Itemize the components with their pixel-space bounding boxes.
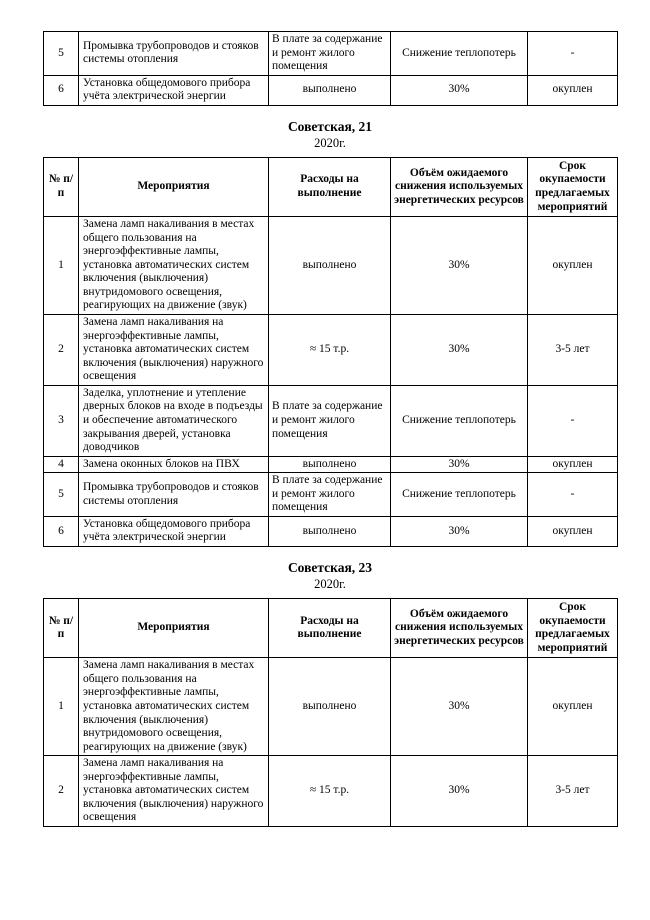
header-row — [44, 157, 618, 216]
col-header-measure: Мероприятия — [79, 157, 269, 216]
col-header-reduction: Объём ожидаемого снижения используемых энергетических ресурсов — [391, 599, 528, 658]
cell-cost: выполнено — [269, 217, 391, 315]
col-header-num: № п/п — [44, 599, 79, 658]
partial-table-prev-page — [43, 31, 618, 106]
col-header-num: № п/п — [44, 157, 79, 216]
col-header-cost: Расходы на выполнение — [269, 599, 391, 658]
cell-reduction: 30% — [391, 217, 528, 315]
cell-payback: 3-5 лет — [528, 756, 618, 827]
cell-measure: Замена ламп накаливания на энергоэффективные лампы, установка автоматических систем включения (выключения) наружного освещения — [79, 756, 269, 827]
cell-num: 2 — [44, 756, 79, 827]
cell-payback: 3-5 лет — [528, 315, 618, 386]
section-header — [43, 119, 617, 151]
cell-reduction: 30% — [391, 756, 528, 827]
cell-reduction: 30% — [391, 516, 528, 546]
cell-reduction: 30% — [391, 456, 528, 473]
table-row — [44, 756, 618, 827]
measures-table-sovetskaya-23 — [43, 598, 618, 827]
section-year: 2020г. — [314, 135, 346, 150]
table-row — [44, 315, 618, 386]
cell-payback: окуплен — [528, 217, 618, 315]
cell-measure: Замена оконных блоков на ПВХ — [79, 456, 269, 473]
measures-table-sovetskaya-21 — [43, 157, 618, 547]
section-header — [43, 560, 617, 592]
cell-measure: Промывка трубопроводов и стояков системы отопления — [79, 32, 269, 76]
cell-num: 4 — [44, 456, 79, 473]
cell-cost: В плате за содержание и ремонт жилого помещения — [269, 385, 391, 456]
table-row — [44, 385, 618, 456]
cell-reduction: Снижение теплопотерь — [391, 385, 528, 456]
cell-payback: окуплен — [528, 456, 618, 473]
section-title: Советская, 23 — [287, 560, 373, 575]
cell-cost: В плате за содержание и ремонт жилого помещения — [269, 32, 391, 76]
cell-payback: окуплен — [528, 516, 618, 546]
cell-measure: Замена ламп накаливания на энергоэффективные лампы, установка автоматических систем включения (выключения) наружного освещения — [79, 315, 269, 386]
cell-num: 1 — [44, 217, 79, 315]
table-row — [44, 658, 618, 756]
table-row — [44, 217, 618, 315]
cell-reduction: 30% — [391, 315, 528, 386]
cell-num: 6 — [44, 516, 79, 546]
cell-num: 1 — [44, 658, 79, 756]
cell-payback: - — [528, 385, 618, 456]
col-header-cost: Расходы на выполнение — [269, 157, 391, 216]
cell-num: 5 — [44, 32, 79, 76]
cell-measure: Установка общедомового прибора учёта электрической энергии — [79, 75, 269, 105]
cell-cost: ≈ 15 т.р. — [269, 315, 391, 386]
section-year: 2020г. — [314, 577, 346, 591]
cell-cost: ≈ 15 т.р. — [269, 756, 391, 827]
cell-reduction: 30% — [391, 75, 528, 105]
cell-cost: выполнено — [269, 75, 391, 105]
cell-reduction: Снижение теплопотерь — [391, 32, 528, 76]
cell-num: 6 — [44, 75, 79, 105]
col-header-measure: Мероприятия — [79, 599, 269, 658]
cell-num: 2 — [44, 315, 79, 386]
cell-measure: Замена ламп накаливания в местах общего пользования на энергоэффективные лампы, установка автоматических систем включения (выключения) внутридомового освещения, реагирующих на движение (звук) — [79, 217, 269, 315]
table-row — [44, 75, 618, 105]
cell-payback: окуплен — [528, 658, 618, 756]
col-header-payback: Срок окупаемости предлагаемых мероприятий — [528, 599, 618, 658]
cell-cost: В плате за содержание и ремонт жилого помещения — [269, 473, 391, 517]
section-title: Советская, 21 — [287, 118, 373, 134]
cell-reduction: 30% — [391, 658, 528, 756]
table-row — [44, 516, 618, 546]
cell-cost: выполнено — [269, 658, 391, 756]
cell-cost: выполнено — [269, 456, 391, 473]
cell-num: 5 — [44, 473, 79, 517]
cell-reduction: Снижение теплопотерь — [391, 473, 528, 517]
cell-measure: Промывка трубопроводов и стояков системы отопления — [79, 473, 269, 517]
col-header-payback: Срок окупаемости предлагаемых мероприятий — [528, 157, 618, 216]
cell-num: 3 — [44, 385, 79, 456]
cell-measure: Установка общедомового прибора учёта электрической энергии — [79, 516, 269, 546]
table-row — [44, 32, 618, 76]
cell-measure: Заделка, уплотнение и утепление дверных блоков на входе в подъезды и обеспечение автоматического закрывания дверей, установка доводчиков — [79, 385, 269, 456]
cell-payback: - — [528, 473, 618, 517]
cell-payback: окуплен — [528, 75, 618, 105]
cell-payback: - — [528, 32, 618, 76]
table-row — [44, 456, 618, 473]
table-row — [44, 473, 618, 517]
header-row — [44, 599, 618, 658]
cell-cost: выполнено — [269, 516, 391, 546]
cell-measure: Замена ламп накаливания в местах общего пользования на энергоэффективные лампы, установка автоматических систем включения (выключения) внутридомового освещения, реагирующих на движение (звук) — [79, 658, 269, 756]
col-header-reduction: Объём ожидаемого снижения используемых энергетических ресурсов — [391, 157, 528, 216]
